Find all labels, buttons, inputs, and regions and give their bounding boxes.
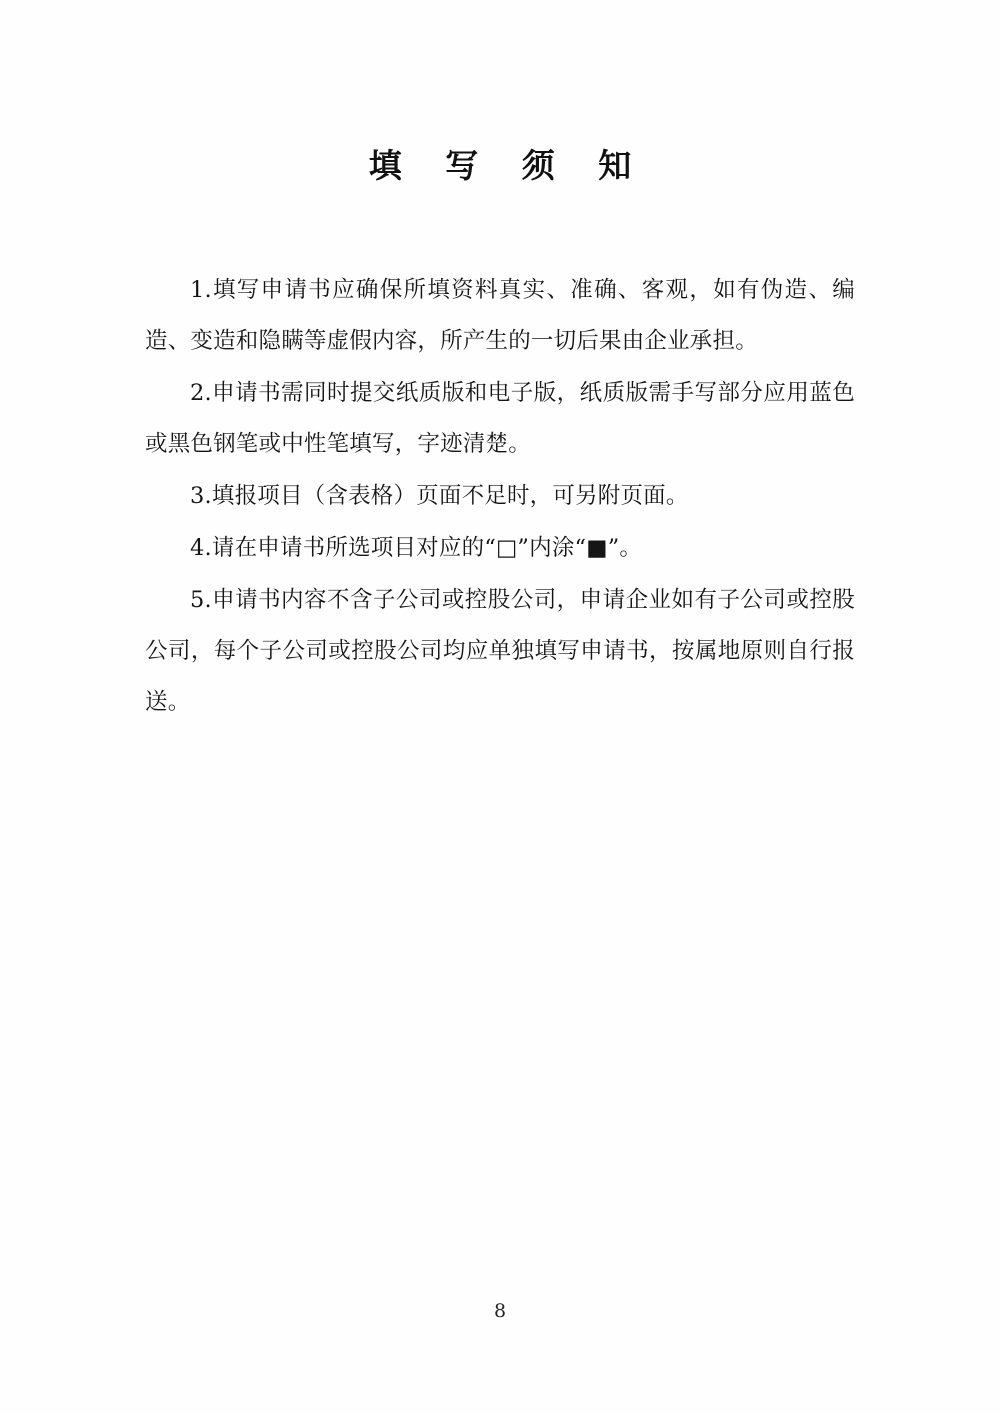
document-content xyxy=(145,0,855,1414)
page-title: 填 写 须 知 xyxy=(368,146,648,185)
notice-paragraph-1: 1.填写申请书应确保所填资料真实、准确、客观，如有伪造、编造、变造和隐瞒等虚假内容，所产生的一切后果由企业承担。 xyxy=(145,277,855,354)
page-number: 8 xyxy=(493,1300,507,1322)
notice-paragraph-5: 5.申请书内容不含子公司或控股公司，申请企业如有子公司或控股公司，每个子公司或控股公司均应单独填写申请书，按属地原则自行报送。 xyxy=(145,587,855,715)
notice-paragraph-4: 4.请在申请书所选项目对应的“□”内涂“■”。 xyxy=(190,535,643,561)
notice-paragraph-2: 2.申请书需同时提交纸质版和电子版，纸质版需手写部分应用蓝色或黑色钢笔或中性笔填写，字迹清楚。 xyxy=(145,380,855,457)
notice-paragraph-3: 3.填报项目（含表格）页面不足时，可另附页面。 xyxy=(190,483,689,509)
notice-paragraph-list xyxy=(145,265,855,728)
